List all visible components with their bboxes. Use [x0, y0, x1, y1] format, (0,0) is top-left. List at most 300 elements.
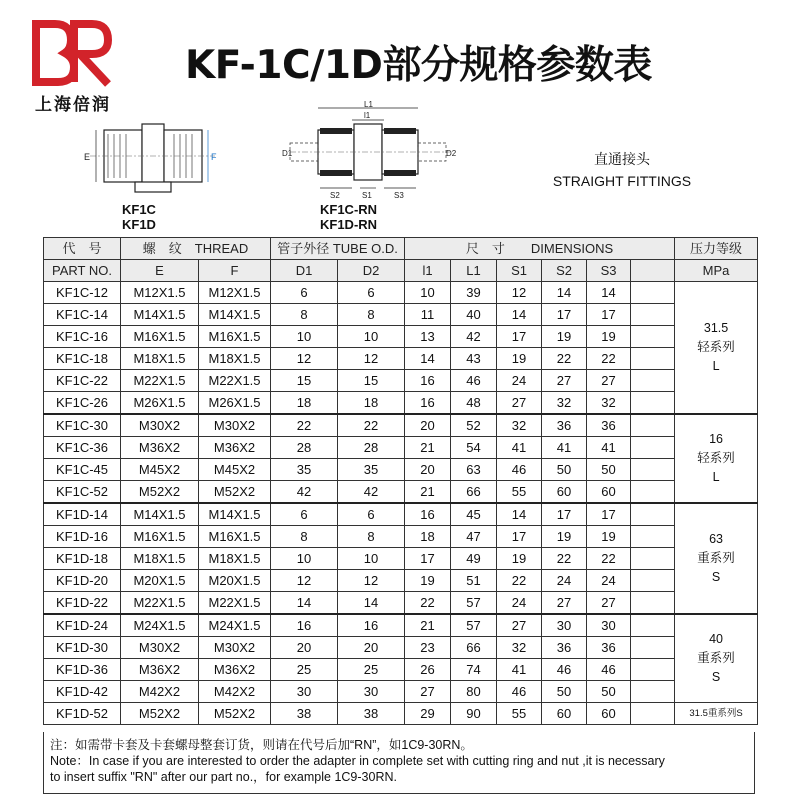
svg-text:L1: L1 [364, 100, 373, 109]
hdr-s2: S2 [542, 260, 587, 282]
table-cell: 21 [405, 437, 451, 459]
table-cell: 27 [405, 681, 451, 703]
part-no-cell: KF1C-14 [44, 304, 121, 326]
table-cell: 41 [587, 437, 631, 459]
pressure-class-series: 重系列 [697, 551, 735, 565]
part-no-cell: KF1C-52 [44, 481, 121, 504]
table-cell: 13 [405, 326, 451, 348]
fitting-type-cn: 直通接头 [594, 151, 650, 167]
table-cell: 21 [405, 481, 451, 504]
svg-text:S3: S3 [394, 191, 404, 200]
table-cell: 38 [338, 703, 405, 725]
table-cell: 42 [338, 481, 405, 504]
spec-table-body [44, 282, 758, 725]
table-cell: 30 [338, 681, 405, 703]
fitting-type [532, 148, 712, 192]
table-row [44, 481, 758, 504]
pressure-class-code: S [711, 570, 721, 584]
table-cell: 22 [497, 570, 542, 592]
part-no-cell: KF1D-18 [44, 548, 121, 570]
pressure-class-code: L [712, 470, 720, 484]
hdr-code-en: PART NO. [44, 260, 121, 282]
table-row [44, 703, 758, 725]
table-cell: 36 [587, 414, 631, 437]
part-no-cell: KF1C-16 [44, 326, 121, 348]
table-cell: M24X1.5 [121, 614, 199, 637]
blank-cell [631, 614, 675, 637]
blank-cell [631, 414, 675, 437]
table-cell: 10 [405, 282, 451, 304]
table-cell: 17 [497, 526, 542, 548]
table-cell: 30 [271, 681, 338, 703]
pressure-class-mpa: 31.5 [703, 321, 729, 335]
table-cell: 14 [587, 282, 631, 304]
table-cell: M45X2 [199, 459, 271, 481]
svg-text:l1: l1 [364, 111, 371, 120]
hdr-dimensions: 尺 寸 DIMENSIONS [405, 238, 675, 260]
pressure-class-code: L [712, 359, 720, 373]
table-cell: M24X1.5 [199, 614, 271, 637]
blank-cell [631, 659, 675, 681]
br-logo-mark [28, 20, 118, 88]
table-cell: 30 [587, 614, 631, 637]
table-cell: 15 [338, 370, 405, 392]
table-cell: 19 [587, 526, 631, 548]
part-no-cell: KF1D-30 [44, 637, 121, 659]
table-cell: 12 [271, 570, 338, 592]
table-cell: 41 [542, 437, 587, 459]
table-cell: 24 [497, 370, 542, 392]
table-cell: 14 [497, 304, 542, 326]
table-cell: 43 [451, 348, 497, 370]
table-cell: 14 [497, 503, 542, 526]
table-cell: 28 [338, 437, 405, 459]
drawing-1-label: KF1C KF1D [122, 202, 156, 232]
table-cell: 27 [497, 614, 542, 637]
table-cell: M14X1.5 [199, 304, 271, 326]
hdr-pressure-cn: 压力等级 [675, 238, 758, 260]
hdr-thread: 螺 纹 THREAD [121, 238, 271, 260]
part-no-cell: KF1D-52 [44, 703, 121, 725]
table-cell: 55 [497, 703, 542, 725]
drawing-2-label: KF1C-RN KF1D-RN [320, 202, 378, 232]
table-cell: 22 [542, 348, 587, 370]
table-cell: M18X1.5 [121, 548, 199, 570]
notes [43, 732, 755, 794]
blank-cell [631, 392, 675, 415]
table-cell: 46 [497, 459, 542, 481]
table-cell: 50 [587, 681, 631, 703]
table-cell: 41 [497, 659, 542, 681]
part-no-cell: KF1D-36 [44, 659, 121, 681]
table-cell: 57 [451, 614, 497, 637]
table-cell: 17 [405, 548, 451, 570]
table-cell: 6 [338, 503, 405, 526]
table-row [44, 503, 758, 526]
table-cell: 66 [451, 637, 497, 659]
dim-f-label: F [211, 152, 217, 162]
part-no-cell: KF1D-42 [44, 681, 121, 703]
table-cell: 50 [542, 459, 587, 481]
hdr-code-cn: 代 号 [44, 238, 121, 260]
pressure-class-cell [675, 703, 758, 725]
table-cell: 16 [405, 392, 451, 415]
table-cell: 47 [451, 526, 497, 548]
table-row [44, 570, 758, 592]
table-cell: 14 [405, 348, 451, 370]
table-cell: 19 [587, 326, 631, 348]
table-row [44, 592, 758, 615]
table-cell: 22 [338, 414, 405, 437]
pressure-class-series: 轻系列 [697, 340, 735, 354]
table-cell: 19 [497, 348, 542, 370]
table-cell: 46 [497, 681, 542, 703]
table-cell: 27 [497, 392, 542, 415]
table-cell: M36X2 [199, 437, 271, 459]
table-cell: 6 [271, 282, 338, 304]
table-cell: 17 [587, 503, 631, 526]
table-cell: 45 [451, 503, 497, 526]
table-cell: M52X2 [199, 703, 271, 725]
blank-cell [631, 437, 675, 459]
table-cell: 17 [587, 304, 631, 326]
part-no-cell: KF1D-22 [44, 592, 121, 615]
table-cell: M42X2 [199, 681, 271, 703]
table-cell: M12X1.5 [199, 282, 271, 304]
pressure-class-series: 重系列 [697, 651, 735, 665]
table-row [44, 370, 758, 392]
table-cell: M45X2 [121, 459, 199, 481]
table-cell: 18 [405, 526, 451, 548]
table-cell: 22 [271, 414, 338, 437]
blank-cell [631, 703, 675, 725]
table-cell: 28 [271, 437, 338, 459]
table-cell: 21 [405, 614, 451, 637]
blank-cell [631, 481, 675, 504]
table-row [44, 526, 758, 548]
part-no-cell: KF1C-12 [44, 282, 121, 304]
svg-text:D1: D1 [282, 149, 293, 158]
table-cell: 30 [542, 614, 587, 637]
table-cell: 19 [542, 526, 587, 548]
table-row [44, 392, 758, 415]
table-cell: 50 [587, 459, 631, 481]
pressure-class-mpa: 40 [709, 632, 723, 646]
table-cell: 27 [542, 592, 587, 615]
table-cell: 11 [405, 304, 451, 326]
table-cell: M42X2 [121, 681, 199, 703]
pressure-class-label: 31.5重系列S [689, 708, 743, 719]
table-cell: M52X2 [121, 481, 199, 504]
table-cell: M30X2 [199, 414, 271, 437]
table-cell: 42 [271, 481, 338, 504]
table-cell: 16 [405, 370, 451, 392]
table-cell: 12 [497, 282, 542, 304]
table-cell: M16X1.5 [199, 526, 271, 548]
fitting-kf1c-rn-sketch [280, 100, 460, 205]
pressure-class-cell [675, 614, 758, 703]
table-cell: 32 [542, 392, 587, 415]
blank-cell [631, 503, 675, 526]
table-cell: 60 [542, 703, 587, 725]
table-cell: 29 [405, 703, 451, 725]
table-row [44, 637, 758, 659]
note-en-1: Note：In case if you are interested to order the adapter in complete set with cutting ring and nut ,it is necessary [50, 754, 665, 768]
table-cell: 38 [271, 703, 338, 725]
table-cell: 19 [405, 570, 451, 592]
table-row [44, 548, 758, 570]
blank-cell [631, 570, 675, 592]
table-cell: M16X1.5 [121, 526, 199, 548]
table-cell: 50 [542, 681, 587, 703]
part-no-cell: KF1C-45 [44, 459, 121, 481]
fitting-drawing-kf1c-rn [280, 100, 460, 232]
blank-cell [631, 348, 675, 370]
table-row [44, 348, 758, 370]
table-cell: 40 [451, 304, 497, 326]
svg-text:D2: D2 [446, 149, 457, 158]
table-cell: 52 [451, 414, 497, 437]
table-cell: 20 [405, 414, 451, 437]
spec-table [43, 237, 758, 725]
table-cell: 12 [338, 348, 405, 370]
table-row [44, 459, 758, 481]
table-cell: 6 [338, 282, 405, 304]
table-cell: 48 [451, 392, 497, 415]
blank-cell [631, 459, 675, 481]
fitting-drawing-kf1c [80, 118, 220, 232]
table-cell: 20 [405, 459, 451, 481]
table-cell: 8 [271, 526, 338, 548]
table-row [44, 304, 758, 326]
table-cell: M52X2 [199, 481, 271, 504]
table-cell: M22X1.5 [199, 592, 271, 615]
blank-cell [631, 592, 675, 615]
table-cell: 46 [542, 659, 587, 681]
table-cell: 17 [542, 304, 587, 326]
table-cell: 26 [405, 659, 451, 681]
table-cell: 36 [542, 414, 587, 437]
table-cell: 22 [587, 348, 631, 370]
table-cell: M16X1.5 [121, 326, 199, 348]
blank-cell [631, 526, 675, 548]
table-row [44, 326, 758, 348]
table-cell: 16 [338, 614, 405, 637]
pressure-class-mpa: 63 [709, 532, 723, 546]
table-cell: 23 [405, 637, 451, 659]
hdr-tube-od: 管子外径 TUBE O.D. [271, 238, 405, 260]
page-title: KF-1C/1D部分规格参数表 [185, 43, 652, 88]
table-cell: M52X2 [121, 703, 199, 725]
table-cell: 10 [338, 326, 405, 348]
table-cell: 36 [542, 637, 587, 659]
table-cell: M20X1.5 [121, 570, 199, 592]
table-cell: M26X1.5 [199, 392, 271, 415]
table-cell: M14X1.5 [199, 503, 271, 526]
table-cell: 54 [451, 437, 497, 459]
table-cell: 22 [542, 548, 587, 570]
note-cn: 注：如需带卡套及卡套螺母整套订货，则请在代号后加“RN”，如1C9-30RN。 [50, 738, 473, 752]
hdr-blank [631, 260, 675, 282]
fitting-kf1c-sketch [80, 118, 220, 203]
table-cell: 24 [587, 570, 631, 592]
table-cell: M36X2 [121, 659, 199, 681]
table-cell: 12 [271, 348, 338, 370]
blank-cell [631, 548, 675, 570]
part-no-cell: KF1D-24 [44, 614, 121, 637]
table-cell: M30X2 [121, 414, 199, 437]
table-cell: 24 [542, 570, 587, 592]
table-cell: 49 [451, 548, 497, 570]
table-cell: 6 [271, 503, 338, 526]
table-cell: 32 [497, 637, 542, 659]
table-cell: M22X1.5 [121, 370, 199, 392]
table-cell: 60 [542, 481, 587, 504]
table-cell: 74 [451, 659, 497, 681]
table-cell: 17 [542, 503, 587, 526]
table-cell: 27 [587, 592, 631, 615]
table-cell: 14 [542, 282, 587, 304]
table-cell: 90 [451, 703, 497, 725]
table-cell: 8 [271, 304, 338, 326]
table-cell: 39 [451, 282, 497, 304]
table-cell: 22 [587, 548, 631, 570]
table-cell: 20 [338, 637, 405, 659]
table-cell: 80 [451, 681, 497, 703]
table-cell: 35 [338, 459, 405, 481]
part-no-cell: KF1C-26 [44, 392, 121, 415]
table-cell: 66 [451, 481, 497, 504]
table-cell: M26X1.5 [121, 392, 199, 415]
table-cell: 12 [338, 570, 405, 592]
fitting-type-en: STRAIGHT FITTINGS [552, 173, 692, 189]
table-cell: M14X1.5 [121, 503, 199, 526]
table-cell: 10 [271, 326, 338, 348]
table-cell: M30X2 [199, 637, 271, 659]
pressure-class-cell [675, 414, 758, 503]
table-cell: 10 [338, 548, 405, 570]
pressure-class-cell [675, 503, 758, 614]
table-cell: 41 [497, 437, 542, 459]
pressure-class-series: 轻系列 [697, 451, 735, 465]
table-cell: M18X1.5 [199, 348, 271, 370]
table-cell: M22X1.5 [199, 370, 271, 392]
pressure-class-cell [675, 282, 758, 415]
table-cell: 8 [338, 304, 405, 326]
table-cell: 16 [405, 503, 451, 526]
table-cell: 15 [271, 370, 338, 392]
table-row [44, 681, 758, 703]
table-cell: 57 [451, 592, 497, 615]
table-cell: M18X1.5 [199, 548, 271, 570]
part-no-cell: KF1D-14 [44, 503, 121, 526]
table-cell: 60 [587, 481, 631, 504]
table-cell: 46 [451, 370, 497, 392]
table-cell: M18X1.5 [121, 348, 199, 370]
blank-cell [631, 304, 675, 326]
table-cell: 25 [271, 659, 338, 681]
blank-cell [631, 637, 675, 659]
pressure-class-code: S [711, 670, 721, 684]
table-cell: M36X2 [199, 659, 271, 681]
table-cell: 55 [497, 481, 542, 504]
part-no-cell: KF1C-36 [44, 437, 121, 459]
table-cell: 14 [338, 592, 405, 615]
svg-text:S2: S2 [330, 191, 340, 200]
table-cell: 14 [271, 592, 338, 615]
hdr-l1-small: l1 [405, 260, 451, 282]
blank-cell [631, 370, 675, 392]
pressure-class-mpa: 16 [709, 432, 723, 446]
table-cell: M20X1.5 [199, 570, 271, 592]
part-no-cell: KF1D-20 [44, 570, 121, 592]
table-cell: 60 [587, 703, 631, 725]
table-cell: M30X2 [121, 637, 199, 659]
blank-cell [631, 681, 675, 703]
table-cell: 10 [271, 548, 338, 570]
table-cell: M16X1.5 [199, 326, 271, 348]
blank-cell [631, 326, 675, 348]
table-cell: 32 [497, 414, 542, 437]
table-row [44, 282, 758, 304]
brand-logo [28, 20, 118, 115]
table-cell: 20 [271, 637, 338, 659]
table-row [44, 437, 758, 459]
blank-cell [631, 282, 675, 304]
hdr-s3: S3 [587, 260, 631, 282]
table-cell: 16 [271, 614, 338, 637]
hdr-pressure-unit: MPa [675, 260, 758, 282]
table-cell: 24 [497, 592, 542, 615]
table-cell: 63 [451, 459, 497, 481]
table-cell: M14X1.5 [121, 304, 199, 326]
table-row [44, 614, 758, 637]
table-cell: M22X1.5 [121, 592, 199, 615]
table-cell: M12X1.5 [121, 282, 199, 304]
part-no-cell: KF1D-16 [44, 526, 121, 548]
table-cell: 19 [497, 548, 542, 570]
hdr-f: F [199, 260, 271, 282]
table-cell: 42 [451, 326, 497, 348]
part-no-cell: KF1C-22 [44, 370, 121, 392]
table-cell: 18 [271, 392, 338, 415]
table-cell: 8 [338, 526, 405, 548]
hdr-e: E [121, 260, 199, 282]
svg-text:S1: S1 [362, 191, 372, 200]
hdr-d2: D2 [338, 260, 405, 282]
table-cell: 51 [451, 570, 497, 592]
hdr-d1: D1 [271, 260, 338, 282]
hdr-s1: S1 [497, 260, 542, 282]
table-cell: 19 [542, 326, 587, 348]
table-cell: M36X2 [121, 437, 199, 459]
table-cell: 27 [587, 370, 631, 392]
table-cell: 17 [497, 326, 542, 348]
hdr-L1: L1 [451, 260, 497, 282]
table-cell: 18 [338, 392, 405, 415]
part-no-cell: KF1C-30 [44, 414, 121, 437]
note-en-2: to insert suffix "RN" after our part no.，for example 1C9-30RN. [50, 770, 397, 784]
table-cell: 46 [587, 659, 631, 681]
brand-name: 上海倍润 [35, 95, 111, 115]
table-cell: 36 [587, 637, 631, 659]
table-cell: 25 [338, 659, 405, 681]
table-row [44, 414, 758, 437]
table-cell: 22 [405, 592, 451, 615]
table-row [44, 659, 758, 681]
table-cell: 27 [542, 370, 587, 392]
part-no-cell: KF1C-18 [44, 348, 121, 370]
